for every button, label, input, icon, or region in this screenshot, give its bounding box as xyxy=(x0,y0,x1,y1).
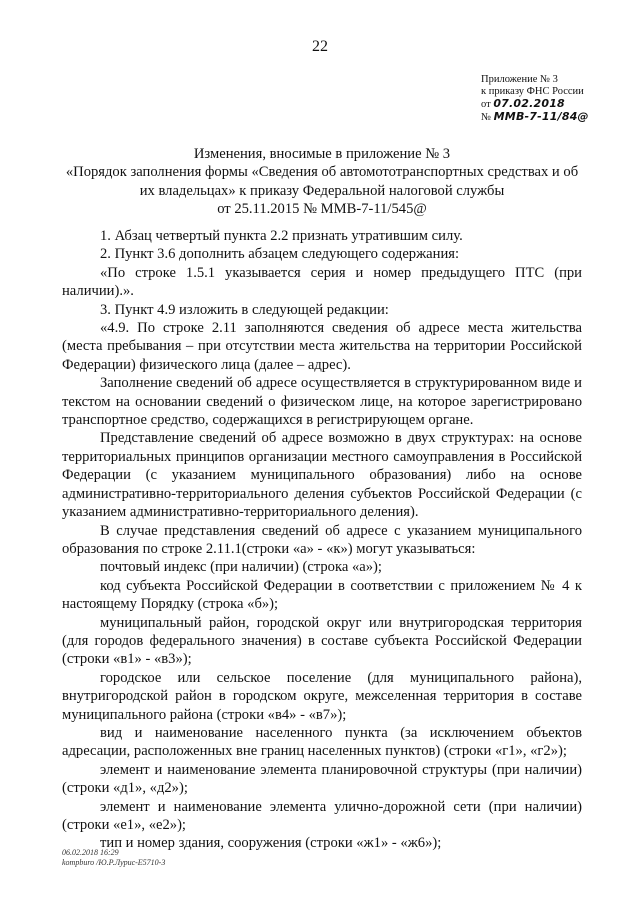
list-item: городское или сельское поселение (для муниципального района), внутригородской район в городском округе, межселенная территория в составе муниципального района (строки «в4» - «в7»); xyxy=(62,669,582,723)
paragraph: 1. Абзац четвертый пункта 2.2 признать утратившим силу. xyxy=(100,228,463,244)
list-item: элемент и наименование элемента улично-дорожной сети (при наличии) (строки «е1», «е2»); xyxy=(62,798,582,833)
paragraph: «4.9. По строке 2.11 заполняются сведения об адресе места жительства (места пребывания – при отсутствии места жительства на территории Российской Федерации) физического лица (далее – адрес). xyxy=(62,320,582,373)
handwritten-date: 07.02.2018 xyxy=(493,97,565,110)
paragraph: 2. Пункт 3.6 дополнить абзацем следующего содержания: xyxy=(100,246,460,263)
number-prefix: № xyxy=(481,112,492,123)
list-item: муниципальный район, городской округ или внутригородская территория (для городов федерального значения) в составе субъекта Российской Федерации (строки «в1» - «в3»); xyxy=(62,614,582,668)
document-heading xyxy=(62,145,582,218)
list-item: тип и номер здания, сооружения (строки «ж1» - «ж6»); xyxy=(100,835,442,852)
footer-timestamp: 06.02.2018 16:29 xyxy=(62,848,119,857)
paragraph: 3. Пункт 4.9 изложить в следующей редакции: xyxy=(100,301,389,318)
footer xyxy=(62,848,165,868)
heading-line-3: их владельцах» к приказу Федеральной налоговой службы xyxy=(139,182,505,199)
list-item: вид и наименование населенного пункта (за исключением объектов адресации, расположенных вне границ населенных пунктов) (строки «г1», «г2»); xyxy=(62,724,582,760)
date-prefix: от xyxy=(481,99,491,110)
paragraph: «По строке 1.5.1 указывается серия и номер предыдущего ПТС (при наличии).». xyxy=(62,264,582,300)
paragraph: Заполнение сведений об адресе осуществляется в структурированном виде и текстом на основании сведений о физическом лице, на которое зарегистрировано транспортное средство, содержащихся в регистрирующем органе. xyxy=(62,375,582,429)
appendix-line-2: к приказу ФНС России xyxy=(481,86,584,97)
heading-line-4: от 25.11.2015 № ММВ-7-11/545@ xyxy=(217,200,427,217)
list-item: код субъекта Российской Федерации в соответствии с приложением № 4 к настоящему Порядку (строка «б»); xyxy=(62,577,582,613)
handwritten-number: ММВ-7-11/84@ xyxy=(493,110,589,123)
footer-file-path: kompburo /Ю.Р.Лурис-Е5710-3 xyxy=(62,858,166,867)
paragraph: В случае представления сведений об адресе с указанием муниципального образования по строке 2.11.1(строки «а» - «к») могут указываться: xyxy=(62,522,582,557)
appendix-line-4 xyxy=(481,111,589,124)
list-item: почтовый индекс (при наличии) (строка «а»); xyxy=(100,559,382,576)
document-body xyxy=(62,227,582,853)
appendix-line-3 xyxy=(481,98,589,111)
heading-line-1: Изменения, вносимые в приложение № 3 xyxy=(193,146,451,162)
paragraph: Представление сведений об адресе возможно в двух структурах: на основе территориальных принципов организации местного самоуправления в Российской Федерации (с указанием муниципального образования) либо на основе административно-территориального деления субъектов Российской Федерации (с указанием административно-территориального деления). xyxy=(62,430,582,521)
page-number: 22 xyxy=(312,38,328,55)
heading-line-2: «Порядок заполнения формы «Сведения об автомототранспортных средствах и об xyxy=(65,164,579,181)
appendix-line-1: Приложение № 3 xyxy=(481,74,558,85)
appendix-stamp xyxy=(481,74,589,124)
list-item: элемент и наименование элемента планировочной структуры (при наличии) (строки «д1», «д2»); xyxy=(62,761,582,797)
